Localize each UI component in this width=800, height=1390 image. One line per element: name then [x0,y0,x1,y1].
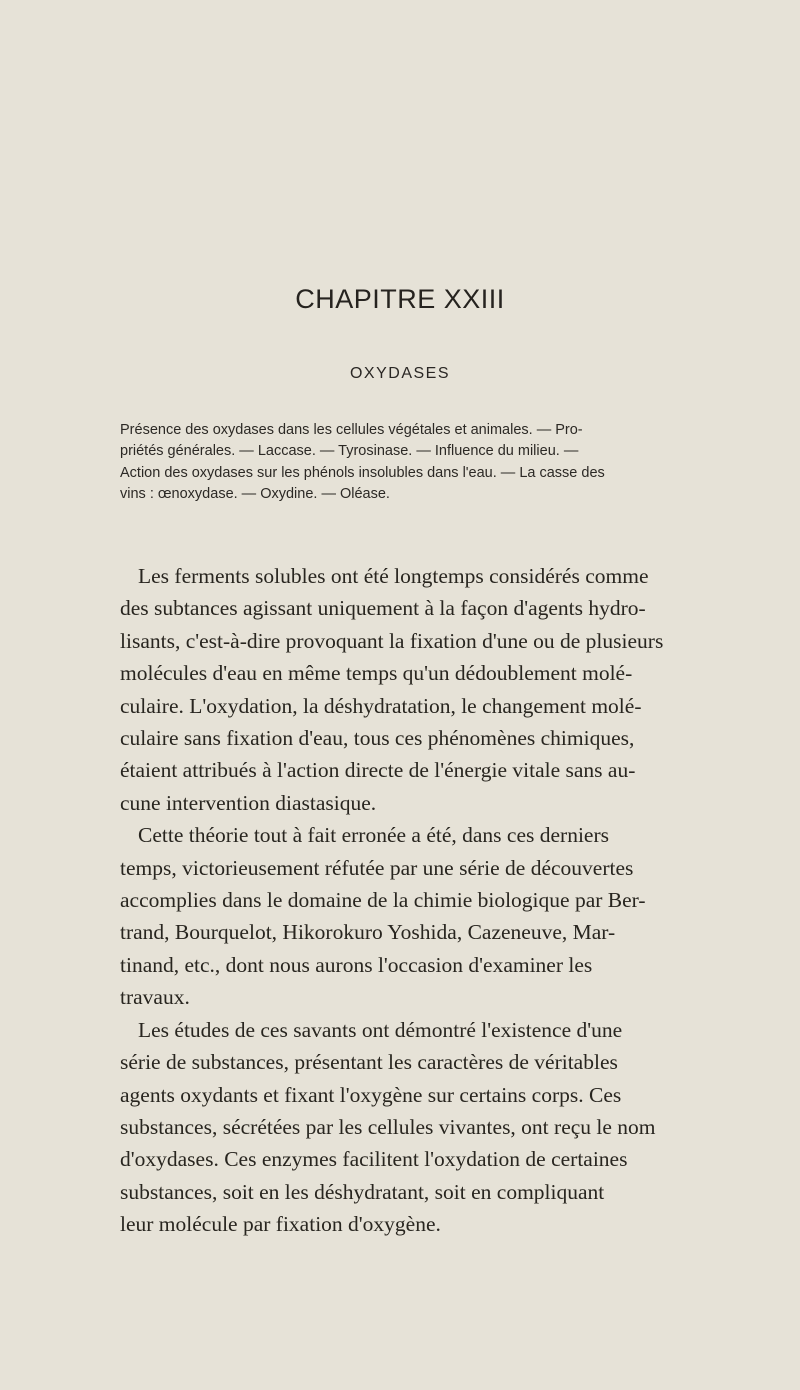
text-line: substances, sécrétées par les cellules vivantes, ont reçu le nom [120,1114,656,1139]
section-title: OXYDASES [349,365,451,382]
text-line: accomplies dans le domaine de la chimie biologique par Ber- [120,888,646,913]
text-line: culaire. L'oxydation, la déshydratation, le changement molé- [120,693,642,718]
text-line: série de substances, présentant les caractères de véritables [120,1050,618,1075]
text-line: leur molécule par fixation d'oxygène. [120,1212,441,1237]
text-line: travaux. [120,985,190,1010]
text-line: molécules d'eau en même temps qu'un dédoublement molé- [120,661,633,686]
text-line: cune intervention diastasique. [120,790,377,815]
body-text [120,560,800,1241]
text-line: tinand, etc., dont nous aurons l'occasion d'examiner les [120,952,593,977]
text-line: agents oxydants et fixant l'oxygène sur certains corps. Ces [120,1082,622,1107]
paragraph-2 [120,819,800,1013]
chapter-title: CHAPITRE XXIII [295,284,505,314]
text-line: temps, victorieusement réfutée par une série de découvertes [120,855,634,880]
text-line: des subtances agissant uniquement à la façon d'agents hydro- [120,596,646,621]
text-line: lisants, c'est-à-dire provoquant la fixation d'une ou de plusieurs [120,628,664,653]
summary-line: priétés générales. — Laccase. — Tyrosinase. — Influence du milieu. — [120,443,579,460]
text-line: trand, Bourquelot, Hikorokuro Yoshida, Cazeneuve, Mar- [120,920,616,945]
text-line: Cette théorie tout à fait erronée a été, dans ces derniers [138,823,609,848]
paragraph-1 [120,560,800,819]
summary-line: vins : œnoxydase. — Oxydine. — Oléase. [120,485,390,502]
text-line: Les études de ces savants ont démontré l'existence d'une [138,1017,623,1042]
text-line: étaient attribués à l'action directe de l'énergie vitale sans au- [120,758,636,783]
summary-line: Présence des oxydases dans les cellules végétales et animales. — Pro- [120,422,583,438]
text-line: Les ferments solubles ont été longtemps considérés comme [138,564,649,588]
summary-line: Action des oxydases sur les phénols insolubles dans l'eau. — La casse des [120,464,605,481]
paragraph-3 [120,1014,800,1241]
chapter-summary [120,420,800,505]
text-line: substances, soit en les déshydratant, soit en compliquant [120,1179,605,1204]
text-line: culaire sans fixation d'eau, tous ces phénomènes chimiques, [120,726,635,751]
text-line: d'oxydases. Ces enzymes facilitent l'oxydation de certaines [120,1147,628,1172]
